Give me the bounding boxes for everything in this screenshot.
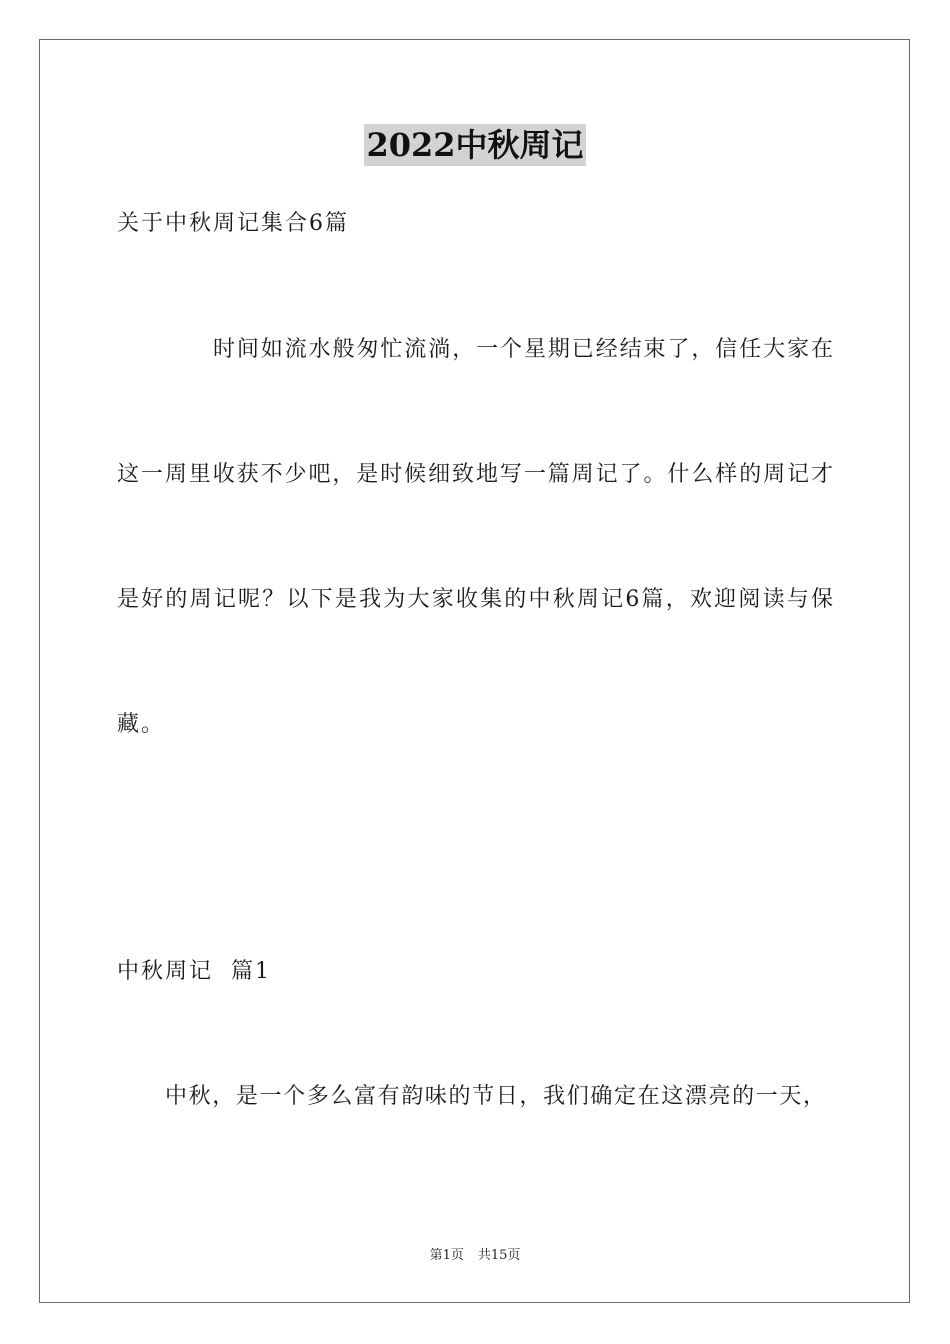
section-first-line: 中秋，是一个多么富有韵味的节日，我们确定在这漂亮的一天， <box>165 1084 825 1109</box>
title-container <box>0 124 950 166</box>
intro-line-2: 这一周里收获不少吧，是时候细致地写一篇周记了。什么样的周记才 <box>117 462 833 487</box>
intro-line-3: 是好的周记呢？以下是我为大家收集的中秋周记6篇，欢迎阅读与保 <box>117 587 833 612</box>
page-footer <box>0 1247 950 1265</box>
page-number: 第1页 <box>429 1248 464 1263</box>
intro-line-1: 时间如流水般匆忙流淌，一个星期已经结束了，信任大家在 <box>213 337 833 362</box>
page-total: 共15页 <box>477 1248 521 1263</box>
document-title: 2022中秋周记 <box>366 126 584 164</box>
intro-line-4: 藏。 <box>117 712 166 737</box>
document-subtitle: 关于中秋周记集合6篇 <box>117 211 349 236</box>
section-heading: 中秋周记 篇1 <box>117 959 271 984</box>
